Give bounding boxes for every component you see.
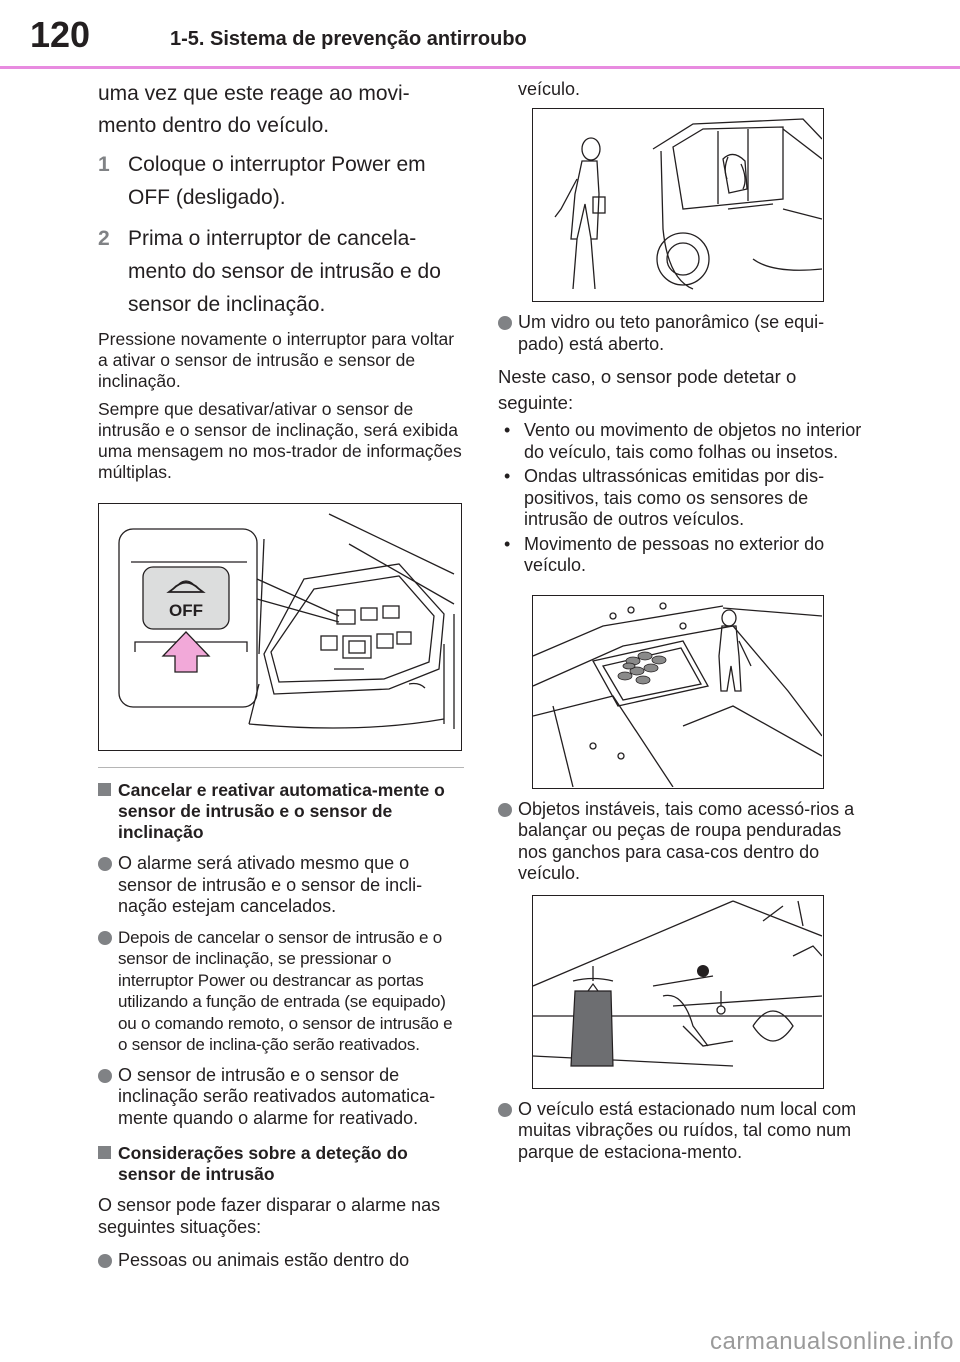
- square-marker-icon: [98, 1146, 111, 1159]
- header-rule: [0, 66, 960, 69]
- section-title: 1-5. Sistema de prevenção antirroubo: [170, 28, 527, 50]
- bullet-dot-icon: [98, 1254, 112, 1268]
- heading-cancel-reactivate: [98, 780, 466, 843]
- bullet-dot-icon: [98, 1069, 112, 1083]
- overhead-console-illustration: [99, 504, 460, 749]
- figure-overhead-console: [98, 503, 462, 751]
- bullet-text: Depois de cancelar o sensor de intrusão e o sensor de inclinação, se pressionar o interruptor Power ou destrancar as portas utilizando a função de entrada (se equipado) ou o comando remoto, o sensor de intrusão e o sensor de inclina-ção serão reativados.: [118, 927, 453, 1054]
- page-header: [0, 0, 960, 70]
- bullet-item: [498, 312, 870, 355]
- bullet-text: O sensor de intrusão e o sensor de inclinação serão reativados automatica-mente quando o alarme for reativado.: [118, 1064, 436, 1128]
- bullet-item: [498, 1099, 870, 1164]
- continuation-text: veículo.: [518, 79, 581, 99]
- sub-list-item: [504, 466, 870, 531]
- bullet-text: O alarme será ativado mesmo que o sensor de intrusão e o sensor de incli-nação estejam cancelados.: [118, 853, 423, 916]
- figure-hanging-clothes: [532, 895, 824, 1089]
- step-number: 2: [98, 227, 110, 250]
- sub-bullet-icon: •: [504, 533, 511, 554]
- step-1: [98, 148, 466, 214]
- page-number: 120: [30, 14, 91, 55]
- bullet-dot-icon: [498, 803, 512, 817]
- sub-text: Movimento de pessoas no exterior do veículo.: [524, 533, 825, 575]
- sub-bullet-icon: •: [504, 466, 511, 486]
- press-arrow-icon: [163, 632, 209, 672]
- step-text: Prima o interruptor de cancela-mento do sensor de intrusão e do sensor de inclinação.: [128, 227, 441, 316]
- paragraph-detect: Neste caso, o sensor pode detetar o seguinte:: [498, 366, 797, 413]
- lead-text: uma vez que este reage ao movi-mento dentro do veículo.: [98, 82, 410, 137]
- off-label: OFF: [169, 601, 203, 620]
- bullet-dot-icon: [498, 1103, 512, 1117]
- bullet-dot-icon: [98, 857, 112, 871]
- bullet-dot-icon: [498, 316, 512, 330]
- sub-list-item: [504, 420, 870, 463]
- bullet-item: [98, 1065, 466, 1130]
- bullet-item: [498, 799, 870, 885]
- figure-dog-in-car: [532, 108, 824, 302]
- dog-in-car-illustration: [533, 109, 822, 300]
- heading-text: Considerações sobre a deteção do sensor de intrusão: [118, 1143, 408, 1184]
- heading-text: Cancelar e reativar automatica-mente o sensor de intrusão e o sensor de inclinação: [118, 780, 445, 842]
- right-column: [498, 78, 870, 1172]
- sub-text: Vento ou movimento de objetos no interior do veículo, tais como folhas ou insetos.: [524, 420, 862, 462]
- bullet-item: [98, 927, 466, 1056]
- step-2: [98, 222, 466, 321]
- figure-open-sunroof: [532, 595, 824, 789]
- step-text: Coloque o interruptor Power em OFF (desligado).: [128, 153, 426, 209]
- left-column: [98, 78, 466, 1281]
- square-marker-icon: [98, 783, 111, 796]
- step-number: 1: [98, 153, 110, 176]
- bullet-text: Pessoas ou animais estão dentro do: [118, 1250, 410, 1270]
- paragraph-message: Sempre que desativar/ativar o sensor de intrusão e o sensor de inclinação, será exibida uma mensagem no mos-trador de informações múltiplas.: [98, 399, 462, 482]
- bullet-text: Um vidro ou teto panorâmico (se equi-pado) está aberto.: [518, 312, 825, 354]
- watermark: carmanualsonline.info: [710, 1328, 954, 1355]
- bullet-item: [98, 853, 466, 918]
- sub-list-item: [504, 534, 870, 577]
- bullet-text: Objetos instáveis, tais como acessó-rios a balançar ou peças de roupa penduradas nos ganchos para casa-cos dentro do veículo.: [518, 798, 855, 883]
- figure-separator: [98, 767, 464, 768]
- bullet-item: [98, 1250, 466, 1272]
- bullet-text: O veículo está estacionado num local com muitas vibrações ou ruídos, tal como num parque de estaciona-mento.: [518, 1098, 857, 1162]
- paragraph-reactivate: Pressione novamente o interruptor para voltar a ativar o sensor de intrusão e sensor de inclinação.: [98, 329, 455, 391]
- heading-detection-considerations: [98, 1143, 466, 1185]
- sub-bullet-icon: •: [504, 420, 511, 440]
- sub-text: Ondas ultrassónicas emitidas por dis-positivos, tais como os sensores de intrusão de outros veículos.: [524, 466, 825, 529]
- paragraph-situations: O sensor pode fazer disparar o alarme nas seguintes situações:: [98, 1195, 441, 1237]
- bullet-dot-icon: [98, 931, 112, 945]
- hanging-clothes-illustration: [533, 896, 822, 1087]
- open-sunroof-illustration: [533, 596, 822, 787]
